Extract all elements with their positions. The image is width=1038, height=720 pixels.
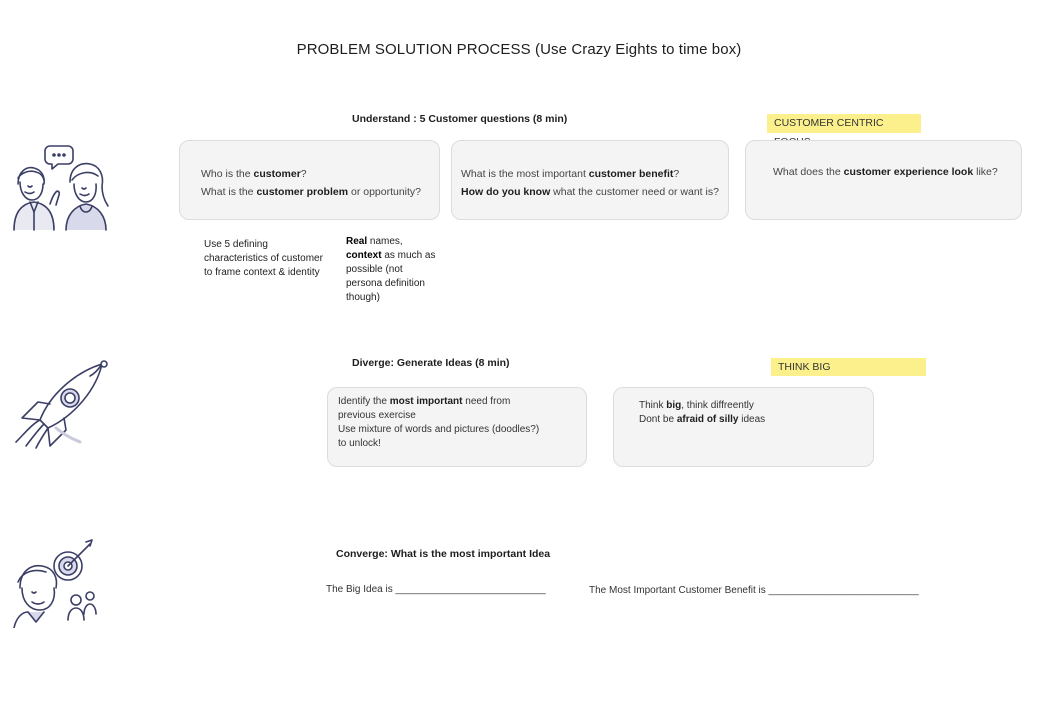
diverge-card-2: Think big, think diffreently Dont be afraid of silly ideas xyxy=(613,387,874,467)
big-idea-fill-line[interactable]: The Big Idea is ___________________________ xyxy=(326,584,546,595)
note-defining-characteristics: Use 5 defining characteristics of customer to frame context & identity xyxy=(204,239,323,278)
customer-question-card-1 xyxy=(179,140,440,220)
diverge-card-1: Identify the most important need from previous exercise Use mixture of words and pictures (doodles?) to unlock! xyxy=(327,387,587,467)
target-person-icon xyxy=(10,538,100,628)
people-talking-icon xyxy=(10,142,110,232)
sticky-note-think-big: THINK BIG xyxy=(771,358,926,376)
customer-benefit-fill-line[interactable]: The Most Important Customer Benefit is ___________________________ xyxy=(589,585,919,596)
card-line: What is the most important customer benefit? xyxy=(461,168,680,180)
card-line: What is the customer problem or opportunity? xyxy=(201,186,422,198)
note-real-names: Real names, context as much as possible (not persona definition though) xyxy=(346,236,436,303)
converge-heading: Converge: What is the most important Idea xyxy=(336,548,551,560)
card-line: Who is the customer? xyxy=(201,168,307,180)
card-line: How do you know what the customer need or want is? xyxy=(461,186,719,198)
rocket-icon xyxy=(10,358,110,452)
understand-heading: Understand : 5 Customer questions (8 min) xyxy=(352,113,568,125)
sticky-note-customer-centric: CUSTOMER CENTRIC xyxy=(767,114,921,133)
diverge-heading: Diverge: Generate Ideas (8 min) xyxy=(352,357,510,369)
card-line: What does the customer experience look like? xyxy=(773,166,998,178)
customer-question-card-3 xyxy=(745,140,1022,220)
page-title: PROBLEM SOLUTION PROCESS (Use Crazy Eights to time box) xyxy=(296,41,742,58)
customer-question-card-2 xyxy=(451,140,729,220)
